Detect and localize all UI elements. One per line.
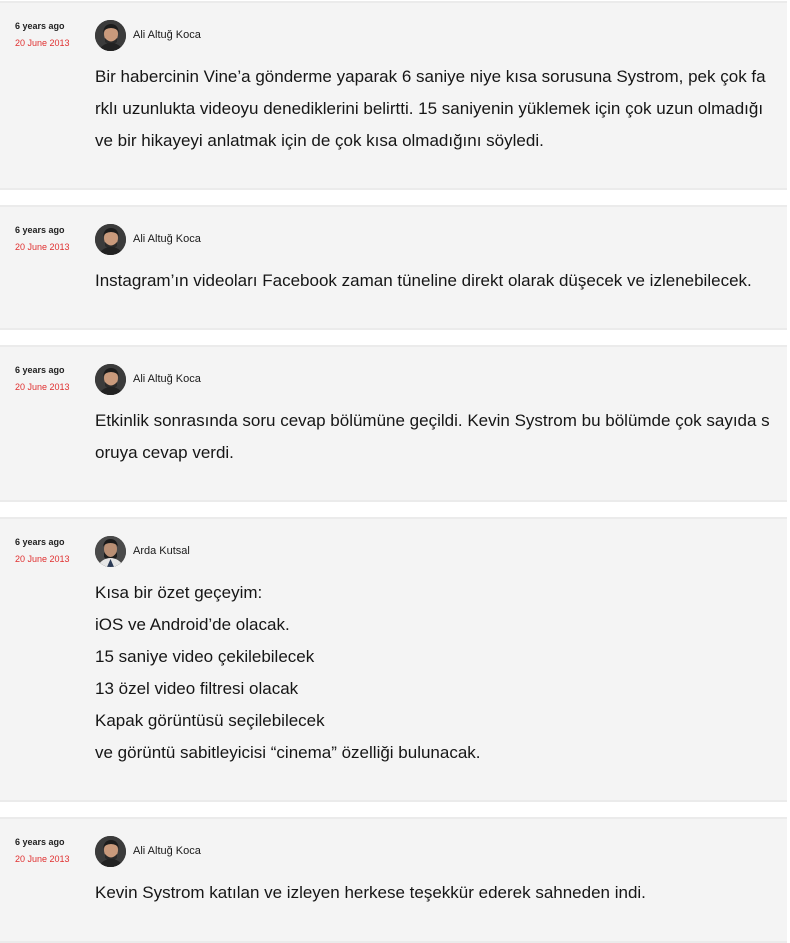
author-avatar [95, 364, 126, 395]
post-text: Etkinlik sonrasında soru cevap bölümüne geçildi. Kevin Systrom bu bölümde çok sayıda soruya cevap verdi. [95, 411, 770, 462]
feed-post [0, 1, 787, 190]
post-text-line: iOS ve Android’de olacak. [95, 615, 290, 634]
man-portrait-icon [95, 536, 126, 567]
feed-post [0, 517, 787, 802]
post-author [95, 363, 201, 395]
post-text: Kevin Systrom katılan ve izleyen herkese teşekkür ederek sahneden indi. [95, 883, 646, 902]
post-body [95, 61, 771, 157]
post-author [95, 535, 190, 567]
post-body [95, 405, 771, 469]
post-date: 20 June 2013 [15, 554, 70, 564]
post-meta [15, 363, 87, 394]
relative-time: 6 years ago [15, 21, 65, 31]
post-text-line: Kısa bir özet geçeyim: [95, 583, 263, 602]
post-text-line: 15 saniye video çekilebilecek [95, 647, 315, 666]
post-author [95, 223, 201, 255]
relative-time: 6 years ago [15, 537, 65, 547]
post-text-line: 13 özel video filtresi olacak [95, 679, 299, 698]
post-text-line: ve görüntü sabitleyicisi “cinema” özelliği bulunacak. [95, 743, 481, 762]
post-date: 20 June 2013 [15, 854, 70, 864]
author-name[interactable]: Arda Kutsal [133, 545, 190, 557]
man-portrait-icon [95, 224, 126, 255]
post-author [95, 835, 201, 867]
post-date: 20 June 2013 [15, 382, 70, 392]
post-body [95, 265, 771, 297]
author-avatar [95, 836, 126, 867]
author-name[interactable]: Ali Altuğ Koca [133, 233, 201, 245]
author-name[interactable]: Ali Altuğ Koca [133, 29, 201, 41]
post-meta [15, 835, 87, 866]
post-meta [15, 535, 87, 566]
author-avatar [95, 536, 126, 567]
feed-post [0, 817, 787, 943]
feed-post [0, 345, 787, 502]
relative-time: 6 years ago [15, 225, 65, 235]
relative-time: 6 years ago [15, 365, 65, 375]
post-text-line: Kapak görüntüsü seçilebilecek [95, 711, 325, 730]
post-date: 20 June 2013 [15, 38, 70, 48]
relative-time: 6 years ago [15, 837, 65, 847]
man-portrait-icon [95, 20, 126, 51]
post-text: Bir habercinin Vine’a gönderme yaparak 6 saniye niye kısa sorusuna Systrom, pek çok farklı uzunlukta videoyu denediklerini belirtti. 15 saniyenin yüklemek için çok uzun olmadığı ve bir hikayeyi anlatmak için de çok kısa olmadığını söyledi. [95, 67, 766, 150]
author-avatar [95, 20, 126, 51]
man-portrait-icon [95, 836, 126, 867]
feed-post [0, 205, 787, 330]
post-body [95, 577, 771, 769]
post-author [95, 19, 201, 51]
post-date: 20 June 2013 [15, 242, 70, 252]
man-portrait-icon [95, 364, 126, 395]
author-avatar [95, 224, 126, 255]
post-body [95, 877, 771, 909]
post-meta [15, 223, 87, 254]
post-meta [15, 19, 87, 50]
author-name[interactable]: Ali Altuğ Koca [133, 373, 201, 385]
author-name[interactable]: Ali Altuğ Koca [133, 845, 201, 857]
post-text: Instagram’ın videoları Facebook zaman tüneline direkt olarak düşecek ve izlenebilecek. [95, 271, 752, 290]
